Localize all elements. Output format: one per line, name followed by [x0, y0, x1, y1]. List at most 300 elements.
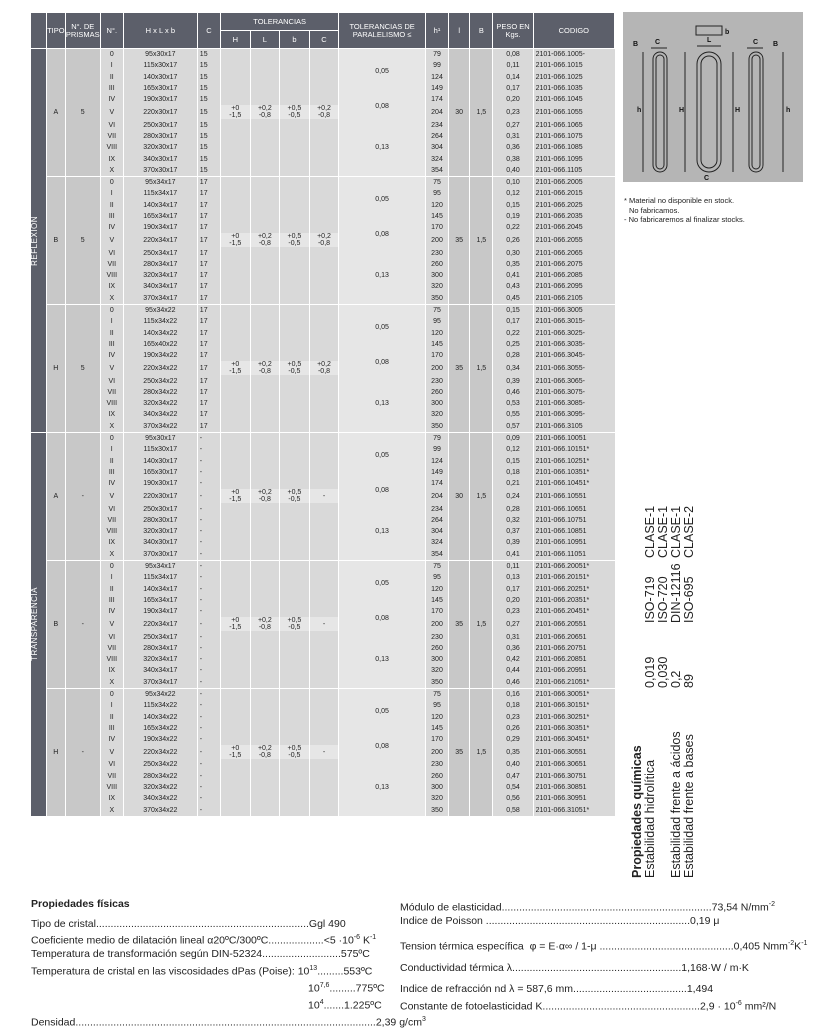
- tolerance-upper: +0,2: [257, 745, 272, 753]
- peso-cell: 0,32: [493, 515, 533, 526]
- tipo-cell: B: [46, 176, 65, 304]
- c-cell: 15: [197, 119, 220, 130]
- tolerance-cell-empty: [250, 304, 280, 316]
- tolerance-cell-empty: [250, 432, 280, 444]
- tolerance-cell-empty: [250, 643, 280, 654]
- c-cell: -: [197, 654, 220, 665]
- table-row: [31, 361, 615, 375]
- tolerance-cell-empty: [280, 421, 310, 433]
- tolerance-cell-empty: [309, 537, 339, 548]
- tolerance-cell: [250, 617, 280, 631]
- peso-cell: 0,35: [493, 259, 533, 270]
- densidad: [31, 1013, 426, 1030]
- col-l: l: [449, 13, 470, 49]
- tolerance-upper: +0,2: [257, 489, 272, 497]
- tolerance-cell-empty: [309, 549, 339, 561]
- tolerance-cell-empty: [221, 119, 251, 130]
- tolerance-cell-empty: [221, 188, 251, 199]
- tolerance-cell-empty: [250, 723, 280, 734]
- tolerance-cell: [221, 617, 251, 631]
- peso-cell: 0,21: [493, 478, 533, 489]
- n-cell: X: [100, 421, 123, 433]
- tolerance-cell-empty: [221, 270, 251, 281]
- dims-cell: 370x34x22: [123, 805, 197, 816]
- codigo-cell: 2101-066.30051*: [533, 688, 614, 700]
- tolerance-cell-empty: [280, 409, 310, 420]
- tolerance-cell-empty: [280, 643, 310, 654]
- tolerance-lower: -0,5: [288, 368, 301, 376]
- codigo-cell: 2101-066.20851: [533, 654, 614, 665]
- h-cell: 99: [425, 60, 448, 71]
- tolerance-cell-empty: [280, 665, 310, 676]
- tolerance-cell: [221, 361, 251, 375]
- tolerance-cell-empty: [280, 734, 310, 745]
- peso-cell: 0,55: [493, 409, 533, 420]
- codigo-cell: 2101-066.10251*: [533, 456, 614, 467]
- dims-cell: 280x34x17: [123, 643, 197, 654]
- c-cell: -: [197, 560, 220, 572]
- codigo-cell: 2101-066.2075: [533, 259, 614, 270]
- tolerance-upper: +0,2: [257, 361, 272, 369]
- dims-cell: 140x30x17: [123, 456, 197, 467]
- codigo-cell: 2101-066.3005: [533, 304, 614, 316]
- c-cell: -: [197, 515, 220, 526]
- h-cell: 300: [425, 654, 448, 665]
- tolerance-cell-empty: [309, 526, 339, 537]
- tolerance-cell-empty: [309, 350, 339, 361]
- prism-drawing-svg: [623, 12, 803, 182]
- tolerance-cell-empty: [309, 398, 339, 409]
- n-cell: VIII: [100, 270, 123, 281]
- codigo-cell: 2101-066.10951: [533, 537, 614, 548]
- codigo-cell: 2101-066.2105: [533, 293, 614, 305]
- tolerance-lower: -0,8: [258, 624, 271, 632]
- h-cell: 354: [425, 165, 448, 177]
- tolerance-cell-empty: [250, 316, 280, 327]
- tolerance-cell-empty: [280, 72, 310, 83]
- tolerance-cell-empty: [280, 387, 310, 398]
- peso-cell: 0,42: [493, 654, 533, 665]
- dims-cell: 320x34x17: [123, 654, 197, 665]
- dims-cell: 250x34x17: [123, 247, 197, 258]
- tolerance-cell-empty: [280, 153, 310, 164]
- table-row: [31, 583, 615, 594]
- dims-cell: 220x34x22: [123, 745, 197, 759]
- tolerance-upper: +0,2: [317, 105, 331, 113]
- dim-label-C-left: C: [655, 39, 661, 46]
- c-cell: 17: [197, 270, 220, 281]
- peso-cell: 0,23: [493, 606, 533, 617]
- codigo-cell: 2101-066.21051*: [533, 677, 614, 689]
- visc1-val: .........553ºC: [317, 965, 373, 977]
- tolerance-lower: -0,8: [258, 368, 271, 376]
- tolerance-cell-empty: [221, 560, 251, 572]
- codigo-cell: 2101-066.30651: [533, 759, 614, 770]
- codigo-cell: 2101-066.2095: [533, 281, 614, 292]
- n-cell: V: [100, 489, 123, 503]
- modulo-sup: -2: [768, 901, 776, 908]
- section-label: [31, 432, 47, 815]
- c-cell: 15: [197, 60, 220, 71]
- dims-cell: 115x30x17: [123, 444, 197, 455]
- dims-cell: 95x34x22: [123, 688, 197, 700]
- tolerance-cell-empty: [309, 560, 339, 572]
- tolerance-cell-empty: [221, 549, 251, 561]
- col-n: N°.: [100, 13, 123, 49]
- table-row: [31, 165, 615, 177]
- chemical-name: Estabilidad frente a ácidos: [669, 731, 683, 878]
- tolerance-cell-empty: [221, 259, 251, 270]
- tolerance-lower: -0,8: [317, 368, 331, 376]
- tolerance-lower: -1,5: [229, 112, 242, 120]
- indice-poisson: Indice de Poisson ......................................................................0,19 μ: [400, 915, 720, 927]
- h-cell: 320: [425, 409, 448, 420]
- tolerance-cell-empty: [250, 350, 280, 361]
- h-cell: 79: [425, 432, 448, 444]
- tolerance-upper: +0: [231, 745, 240, 753]
- n-cell: VI: [100, 375, 123, 386]
- tolerance-cell-empty: [280, 339, 310, 350]
- peso-cell: 0,28: [493, 350, 533, 361]
- h-cell: 200: [425, 233, 448, 247]
- table-row: [31, 211, 615, 222]
- n-cell: VI: [100, 247, 123, 258]
- dims-cell: 95x34x17: [123, 560, 197, 572]
- tolerance-cell: [280, 489, 310, 503]
- n-cell: V: [100, 361, 123, 375]
- tolerance-cell-empty: [280, 537, 310, 548]
- tolerance-cell-empty: [250, 677, 280, 689]
- tolerance-cell-empty: [221, 375, 251, 386]
- tolerance-cell-empty: [221, 200, 251, 211]
- dims-cell: 165x34x22: [123, 723, 197, 734]
- tolerance-cell-empty: [309, 387, 339, 398]
- table-row: [31, 456, 615, 467]
- paralelismo-cell: 0,08: [339, 222, 426, 247]
- col-tipo: TIPO: [46, 13, 65, 49]
- tolerance-cell: [280, 233, 310, 247]
- c-cell: -: [197, 711, 220, 722]
- codigo-cell: 2101-066.2045: [533, 222, 614, 233]
- b-cell: 1,5: [470, 688, 493, 815]
- table-row: [31, 270, 615, 281]
- tolerance-cell-empty: [250, 131, 280, 142]
- paralelismo-cell: 0,13: [339, 759, 426, 815]
- n-cell: II: [100, 711, 123, 722]
- tolerance-cell-empty: [250, 188, 280, 199]
- tolerance-cell-empty: [221, 398, 251, 409]
- c-cell: -: [197, 805, 220, 816]
- tolerance-cell-empty: [250, 478, 280, 489]
- tolerance-cell-empty: [309, 688, 339, 700]
- dims-cell: 340x34x22: [123, 409, 197, 420]
- tolerance-cell-empty: [221, 222, 251, 233]
- dims-cell: 95x30x17: [123, 432, 197, 444]
- h-cell: 204: [425, 105, 448, 119]
- h-cell: 350: [425, 677, 448, 689]
- prismas-cell: -: [65, 688, 100, 815]
- c-cell: -: [197, 771, 220, 782]
- b-cell: 1,5: [470, 560, 493, 688]
- tolerance-cell-empty: [280, 782, 310, 793]
- dims-cell: 115x34x22: [123, 316, 197, 327]
- h-cell: 95: [425, 700, 448, 711]
- h-cell: 204: [425, 489, 448, 503]
- tolerance-cell-empty: [309, 339, 339, 350]
- tolerance-cell: [280, 745, 310, 759]
- table-row: [31, 711, 615, 722]
- n-cell: III: [100, 467, 123, 478]
- tolerance-cell-empty: [221, 304, 251, 316]
- tolerance-cell-empty: [221, 316, 251, 327]
- h-cell: 264: [425, 515, 448, 526]
- c-cell: -: [197, 793, 220, 804]
- col-c: C: [197, 13, 220, 49]
- table-row: [31, 677, 615, 689]
- peso-cell: 0,23: [493, 711, 533, 722]
- tolerance-lower: -0,8: [317, 112, 331, 120]
- tolerance-cell-empty: [309, 467, 339, 478]
- tolerance-cell-empty: [280, 771, 310, 782]
- n-cell: I: [100, 188, 123, 199]
- dims-cell: 280x34x22: [123, 387, 197, 398]
- temperatura-transformacion: Temperatura de transformación según DIN-52324...........................575ºC: [31, 948, 370, 960]
- dims-cell: 165x30x17: [123, 83, 197, 94]
- dims-cell: 340x30x17: [123, 537, 197, 548]
- product-table: [30, 12, 615, 816]
- dims-cell: 320x34x22: [123, 398, 197, 409]
- visc3-sup: 4: [319, 998, 324, 1006]
- h-cell: 99: [425, 444, 448, 455]
- paralelismo-cell: 0,08: [339, 478, 426, 503]
- tolerance-cell-empty: [280, 328, 310, 339]
- tolerance-cell: [221, 489, 251, 503]
- paralelismo-cell: 0,08: [339, 350, 426, 375]
- tolerance-cell-empty: [280, 49, 310, 61]
- codigo-cell: 2101-066.3045-: [533, 350, 614, 361]
- tolerance-cell: [280, 617, 310, 631]
- tipo-cell: H: [46, 688, 65, 815]
- tolerance-cell-empty: [280, 316, 310, 327]
- codigo-cell: 2101-066.30551: [533, 745, 614, 759]
- table-row: [31, 515, 615, 526]
- dims-cell: 140x34x22: [123, 711, 197, 722]
- dims-cell: 190x34x17: [123, 606, 197, 617]
- table-row: [31, 72, 615, 83]
- tipo-cell: H: [46, 304, 65, 432]
- tolerance-cell-empty: [309, 421, 339, 433]
- peso-cell: 0,10: [493, 176, 533, 188]
- tolerance-cell-empty: [250, 688, 280, 700]
- tolerance-cell-empty: [250, 60, 280, 71]
- peso-cell: 0,45: [493, 293, 533, 305]
- table-row: [31, 782, 615, 793]
- c-cell: 15: [197, 105, 220, 119]
- col-tol-l: L: [250, 31, 280, 49]
- tolerance-cell-empty: [221, 688, 251, 700]
- tolerance-cell-empty: [250, 387, 280, 398]
- tolerance-cell-empty: [221, 467, 251, 478]
- tolerance-cell-empty: [221, 409, 251, 420]
- tolerance-cell-empty: [309, 200, 339, 211]
- tolerance-lower: -1,5: [229, 368, 242, 376]
- tolerance-cell-empty: [221, 503, 251, 514]
- codigo-cell: 2101-066.10751: [533, 515, 614, 526]
- c-cell: -: [197, 723, 220, 734]
- table-row: [31, 409, 615, 420]
- table-row: [31, 617, 615, 631]
- col-peso: PESO EN Kgs.: [493, 13, 533, 49]
- dims-cell: 165x34x17: [123, 595, 197, 606]
- tolerance-upper: -: [322, 620, 326, 628]
- codigo-cell: 2101-066.1055: [533, 105, 614, 119]
- prismas-cell: 5: [65, 49, 100, 177]
- dims-cell: 370x34x17: [123, 677, 197, 689]
- peso-cell: 0,41: [493, 549, 533, 561]
- coef-unit-sup: -1: [369, 934, 377, 941]
- dims-cell: 95x34x17: [123, 176, 197, 188]
- c-cell: -: [197, 432, 220, 444]
- c-cell: -: [197, 478, 220, 489]
- tolerance-cell-empty: [309, 595, 339, 606]
- c-cell: 17: [197, 316, 220, 327]
- dims-cell: 115x34x22: [123, 700, 197, 711]
- dims-cell: 190x34x22: [123, 350, 197, 361]
- tolerance-cell: [250, 105, 280, 119]
- n-cell: I: [100, 572, 123, 583]
- tolerance-cell-empty: [221, 328, 251, 339]
- h-cell: 350: [425, 421, 448, 433]
- tolerance-cell-empty: [250, 165, 280, 177]
- tolerance-cell-empty: [309, 478, 339, 489]
- tolerance-cell-empty: [221, 734, 251, 745]
- c-cell: -: [197, 489, 220, 503]
- physical-properties-left: [31, 898, 426, 1030]
- codigo-cell: 2101-066.1045: [533, 94, 614, 105]
- chemical-norm: ISO-720: [656, 576, 670, 623]
- dens-text: Densidad.......................................................................................................2,39 g/cm: [31, 1016, 422, 1028]
- peso-cell: 0,12: [493, 444, 533, 455]
- tolerance-lower: -0,5: [288, 624, 301, 632]
- tolerance-cell-empty: [280, 304, 310, 316]
- tolerance-cell-empty: [250, 247, 280, 258]
- n-cell: V: [100, 617, 123, 631]
- n-cell: IX: [100, 281, 123, 292]
- tolerance-cell-empty: [221, 432, 251, 444]
- tolerance-cell-empty: [250, 421, 280, 433]
- peso-cell: 0,26: [493, 723, 533, 734]
- tolerance-cell-empty: [250, 654, 280, 665]
- h-cell: 75: [425, 304, 448, 316]
- tolerance-cell-empty: [309, 165, 339, 177]
- h-cell: 145: [425, 339, 448, 350]
- peso-cell: 0,16: [493, 688, 533, 700]
- dim-label-C-right: C: [753, 39, 759, 46]
- dim-label-h-left: h: [637, 107, 642, 114]
- peso-cell: 0,18: [493, 467, 533, 478]
- tolerance-upper: +0,2: [257, 105, 272, 113]
- tolerance-cell-empty: [250, 805, 280, 816]
- c-cell: -: [197, 665, 220, 676]
- section-label-text: REFLEXION: [30, 215, 39, 266]
- codigo-cell: 2101-066.2055: [533, 233, 614, 247]
- indice-refraccion: Indice de refracción nd λ = 587,6 mm.......................................1,494: [400, 983, 714, 995]
- n-cell: II: [100, 72, 123, 83]
- col-prismas: N°. DE PRISMAS: [65, 13, 100, 49]
- chemical-value: 0,019: [643, 656, 657, 688]
- tolerance-upper: +0: [231, 361, 240, 369]
- tolerance-lower: -1,5: [229, 752, 242, 760]
- n-cell: IV: [100, 94, 123, 105]
- n-cell: V: [100, 745, 123, 759]
- b-cell: 1,5: [470, 432, 493, 560]
- tolerance-cell-empty: [309, 782, 339, 793]
- tolerance-cell-empty: [280, 631, 310, 642]
- chemical-class: CLASE-1: [656, 505, 670, 558]
- peso-cell: 0,31: [493, 131, 533, 142]
- tolerance-cell-empty: [250, 259, 280, 270]
- n-cell: V: [100, 233, 123, 247]
- peso-cell: 0,30: [493, 247, 533, 258]
- tolerance-cell-empty: [280, 281, 310, 292]
- tolerance-cell-empty: [221, 782, 251, 793]
- visc3-base: 10: [308, 999, 320, 1011]
- c-cell: -: [197, 444, 220, 455]
- codigo-cell: 2101-066.2025: [533, 200, 614, 211]
- h-cell: 120: [425, 711, 448, 722]
- peso-cell: 0,36: [493, 142, 533, 153]
- table-row: [31, 188, 615, 199]
- peso-cell: 0,17: [493, 316, 533, 327]
- chemical-class: CLASE-2: [682, 505, 696, 558]
- tolerance-cell-empty: [309, 677, 339, 689]
- h-cell: 174: [425, 94, 448, 105]
- table-row: [31, 526, 615, 537]
- peso-cell: 0,11: [493, 560, 533, 572]
- peso-cell: 0,44: [493, 665, 533, 676]
- tolerance-cell: [250, 489, 280, 503]
- dims-cell: 190x34x22: [123, 734, 197, 745]
- peso-cell: 0,35: [493, 745, 533, 759]
- tolerance-cell-empty: [221, 211, 251, 222]
- tolerance-cell-empty: [309, 247, 339, 258]
- codigo-cell: 2101-066.1065: [533, 119, 614, 130]
- c-cell: 17: [197, 176, 220, 188]
- dims-cell: 220x30x17: [123, 489, 197, 503]
- b-cell: 1,5: [470, 304, 493, 432]
- tolerance-cell-empty: [280, 165, 310, 177]
- col-tol-c: C: [309, 31, 339, 49]
- n-cell: X: [100, 805, 123, 816]
- n-cell: IX: [100, 409, 123, 420]
- h-cell: 170: [425, 606, 448, 617]
- peso-cell: 0,08: [493, 49, 533, 61]
- table-row: [31, 387, 615, 398]
- tolerance-cell-empty: [309, 281, 339, 292]
- visc-label: Temperatura de cristal en las viscosidades dPas (Poise): 10: [31, 965, 310, 977]
- n-cell: IX: [100, 665, 123, 676]
- tolerance-cell-empty: [250, 119, 280, 130]
- c-cell: -: [197, 759, 220, 770]
- col-blank: [31, 13, 47, 49]
- tolerance-cell-empty: [280, 549, 310, 561]
- tolerance-cell-empty: [280, 94, 310, 105]
- peso-cell: 0,11: [493, 60, 533, 71]
- tolerance-cell-empty: [221, 665, 251, 676]
- tolerance-cell-empty: [221, 793, 251, 804]
- tolerance-cell-empty: [221, 247, 251, 258]
- dims-cell: 370x34x17: [123, 293, 197, 305]
